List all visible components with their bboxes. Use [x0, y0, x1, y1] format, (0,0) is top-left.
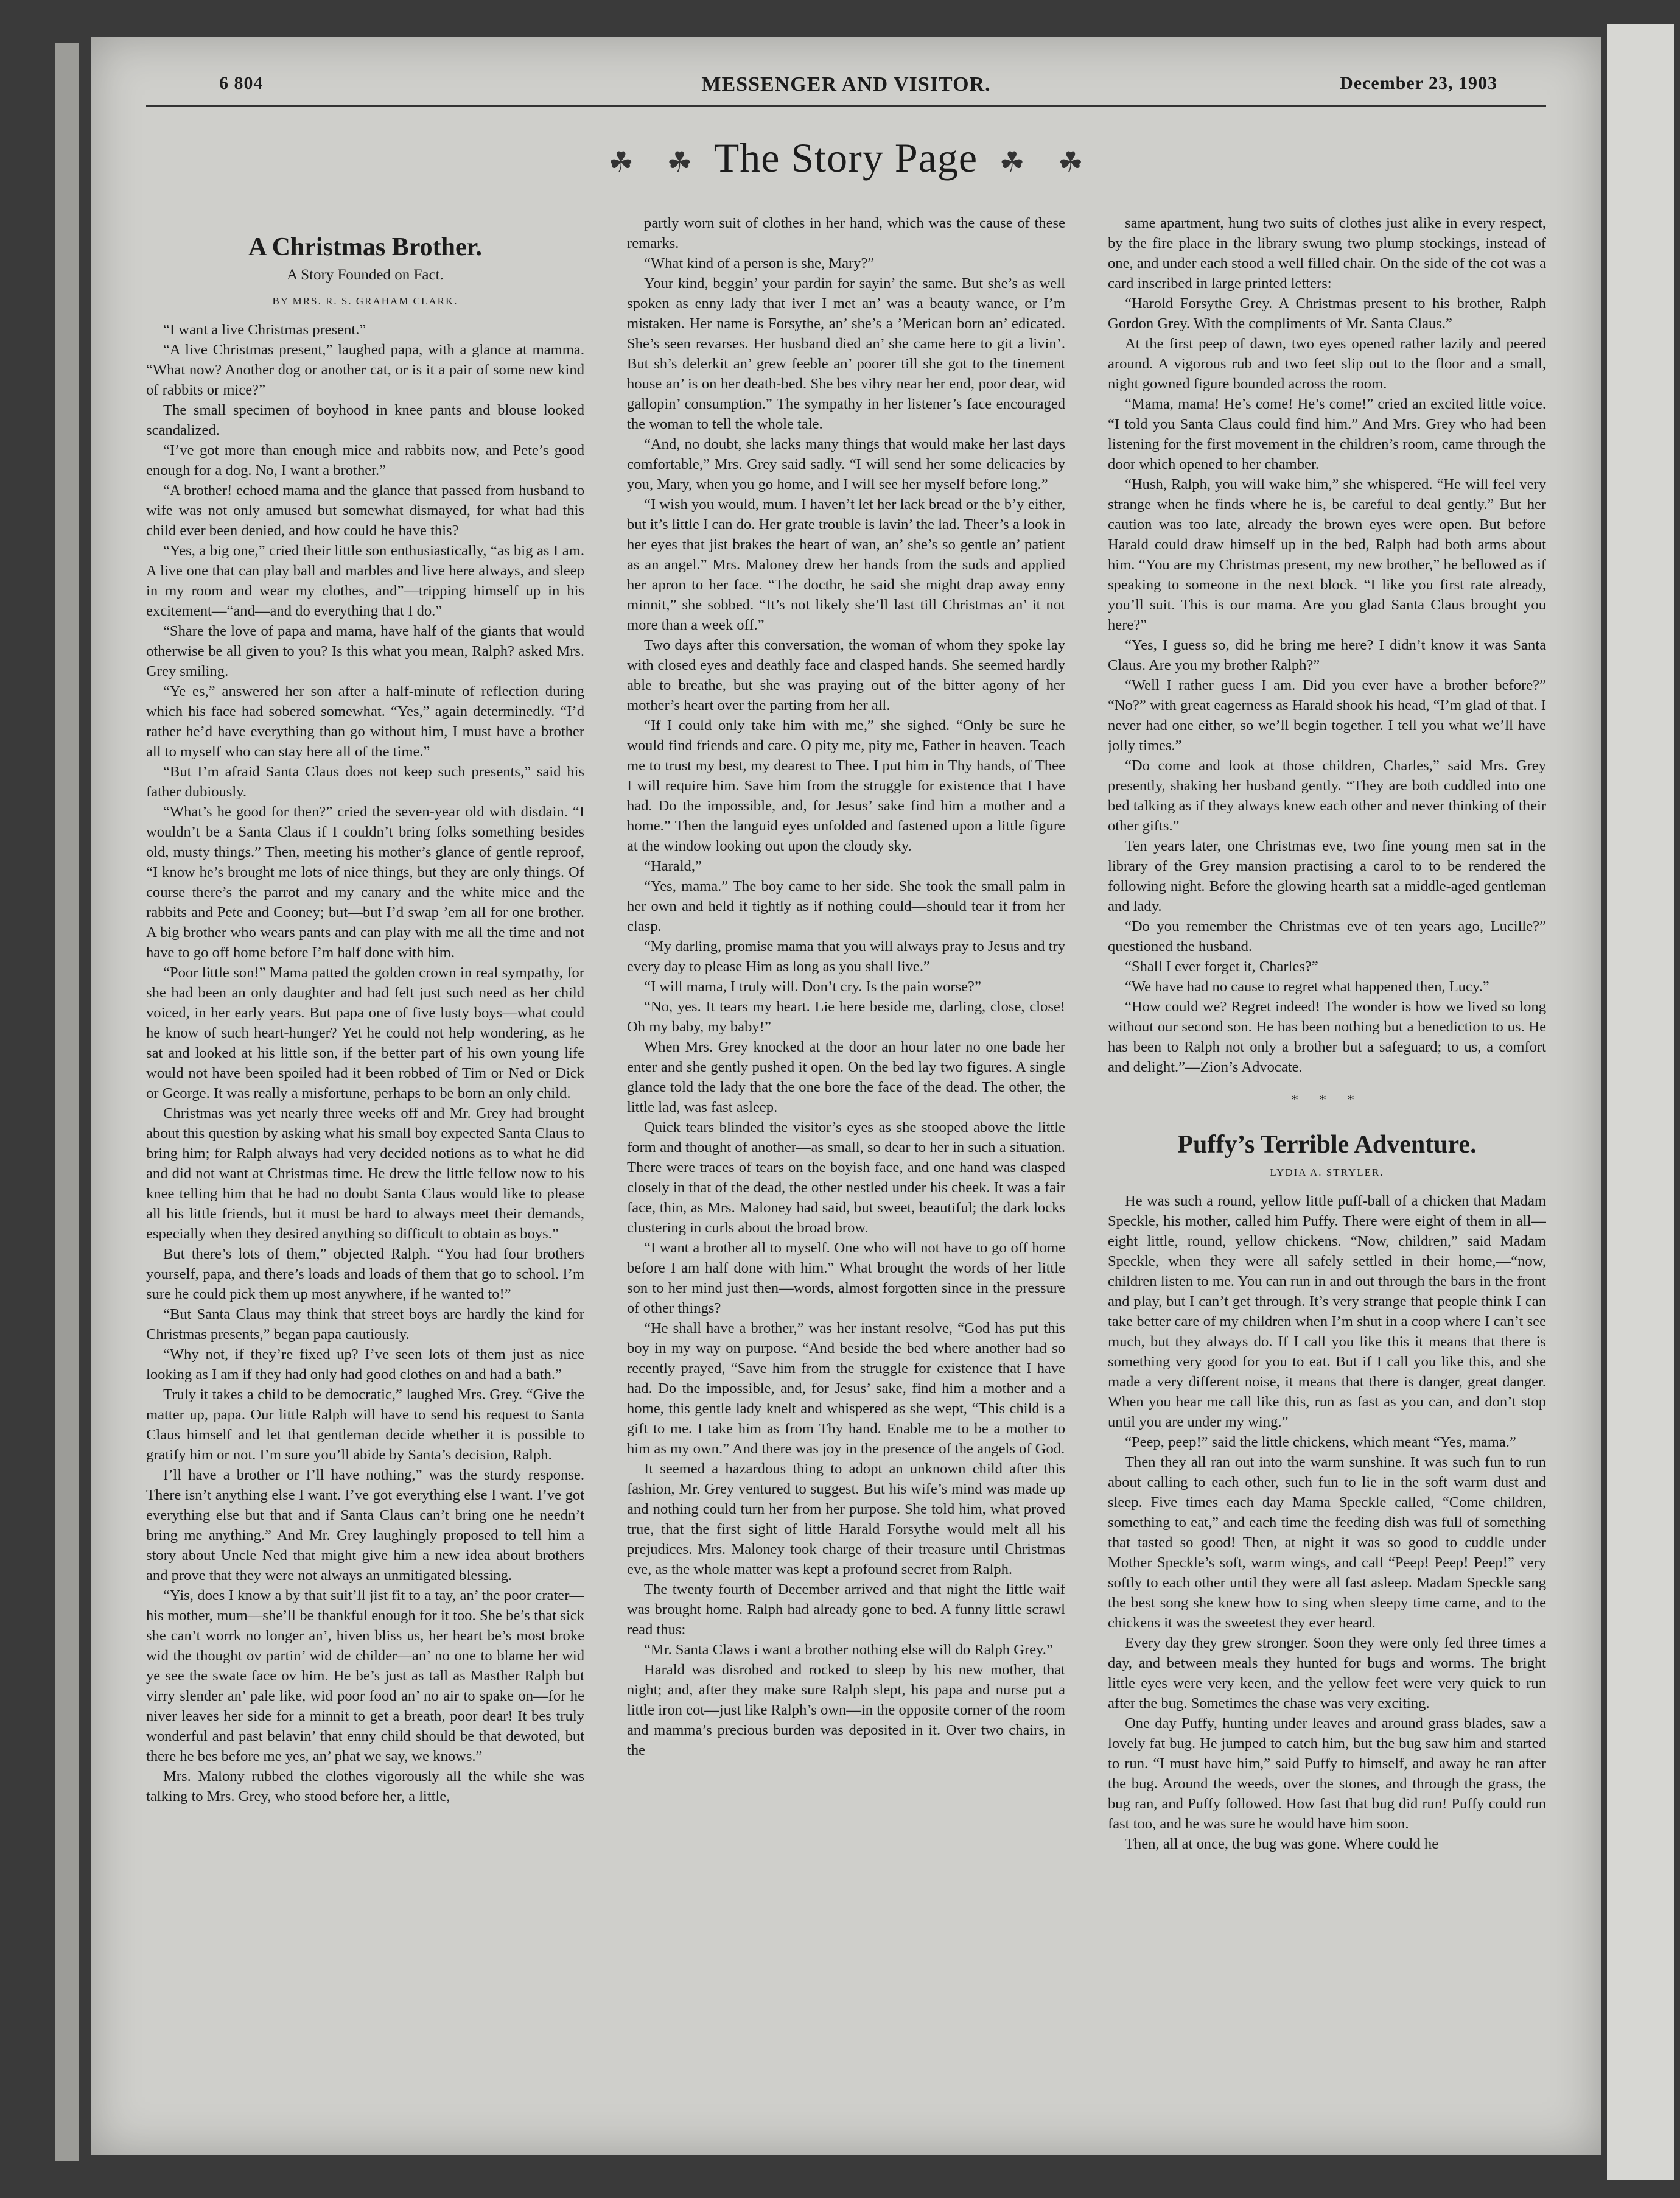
paragraph: “What’s he good for then?” cried the seven-year old with disdain. “I wouldn’t be a Santa Claus if I couldn’t bring folks something besides old, musty things.” Then, meeting his mother’s glance of gentle reproof, “I know he’s brought me lots of nice things, but they are only things. Of course there’s the parrot and my canary and the white mice and the rabbits and Pete and Cooney; but—but I’d swap ’em all for one brother. A big brother who wears pants and can play with me all the time and not have to go off home before I’m half done with him. [146, 804, 584, 961]
paragraph: Your kind, beggin’ your pardin for sayin’ the same. But she’s as well spoken as enny lady that iver I met an’ was a beauty wance, or I’m mistaken. Her name is Forsythe, an’ she’s a ’Merican born an’ edicated. She’s seen revarses. Her husband died an’ she came here to git a livin’. But sh’s delerkit an’ grew feeble an’ poorer till she got to the tinement house an’ is on her death-bed. She bes vihry near her end, poor dear, wid gallopin’ consumption.” The sympathy in her listener’s face encouraged the woman to tell the whole tale. [627, 275, 1065, 432]
paragraph: He was such a round, yellow little puff-ball of a chicken that Madam Speckle, his mother, called him Puffy. There were eight of them in all—eight little, round, yellow chickens. “Now, children,” said Madam Speckle, when they were all safely settled in their home,—“now, children listen to me. You can run in and out through the bars in the front and play, but I can’t get through. It’s very strange that people think I can take better care of my children when I’m shut in a coop where I can’t see much, but they always do. If I call you like this it means that there is something very good for you to eat. But if I call you like this, and she made a very different noise, it means that there is danger, great danger. When you hear me call like this, run as fast as you can, and don’t stop until you are under my wing.” [1108, 1193, 1546, 1430]
paragraph: “Yes, a big one,” cried their little son enthusiastically, “as big as I am. A live one that can play ball and marbles and live here always, and sleep in my room and wear my clothes, and”—tripping himself up in his excitement—“and—and do everything that I do.” [146, 542, 584, 619]
paragraph: “Yes, I guess so, did he bring me here? I didn’t know it was Santa Claus. Are you my brother Ralph?” [1108, 637, 1546, 673]
paragraph: “I will mama, I truly will. Don’t cry. Is the pain worse?” [644, 978, 981, 995]
paragraph: “My darling, promise mama that you will always pray to Jesus and try every day to please Him as long as you shall live.” [627, 938, 1065, 975]
section-divider: * * * [1291, 1092, 1363, 1108]
paragraph: “Hush, Ralph, you will wake him,” she whispered. “He will feel very strange when he finds where he is, be careful to deal gently.” But her caution was too late, already the brown eyes were open. But before Harald could draw himself up in the bed, Ralph had both arms about him. “You are my Christmas present, my new brother,” he bellowed as if speaking to someone in the next block. “I like you first rate already, you’ll suit. This is our mama. Are you glad Santa Claus brought you here?” [1108, 476, 1546, 633]
paragraph: “Poor little son!” Mama patted the golden crown in real sympathy, for she had been an only daughter and had felt just such need as her child voiced, in her early years. But papa one of five lusty boys—what could he know of such heart-hunger? Yet he could not help wondering, as he sat and looked at his little son, if the better part of his own young life would not have been spoiled had it been robbed of Tim or Ned or Dick or George. It was really a misfortune, perhaps to be born an only child. [146, 964, 584, 1101]
paragraph: “Harold Forsythe Grey. A Christmas present to his brother, Ralph Gordon Grey. With the compliments of Mr. Santa Claus.” [1108, 295, 1546, 332]
paragraph: But there’s lots of them,” objected Ralph. “You had four brothers yourself, papa, and there’s loads and loads of them that go to school. I’m sure he could pick them up most anywhere, if he wanted to!” [146, 1246, 584, 1302]
next-page-edge [1607, 24, 1674, 2180]
paragraph: Mrs. Malony rubbed the clothes vigorously all the while she was talking to Mrs. Grey, who stood before her, a little, [146, 1768, 584, 1805]
paragraph: Truly it takes a child to be democratic,” laughed Mrs. Grey. “Give the matter up, papa. Our little Ralph will have to send his request to Santa Claus himself and let that gentleman decide whether it is possible to gratify him or not. I’m sure you’ll abide by Santa’s decision, Ralph. [146, 1386, 584, 1463]
paragraph: “What kind of a person is she, Mary?” [644, 255, 875, 272]
paragraph: “Why not, if they’re fixed up? I’ve seen lots of them just as nice looking as I am if they had only had good clothes on and had a bath.” [146, 1346, 584, 1383]
paragraph: “Yis, does I know a by that suit’ll jist fit to a tay, an’ the poor crater—his mother, mum—she’ll be thankful enough for it too. She be’s that sick she can’t worrk no longer an’, hiven bliss us, her heart be’s most broke wid the thought ov partin’ wid de childer—an’ no one to blame her wid ye see the swate face ov him. He be’s just as tall as Masther Ralph but virry slender an’ pale like, wid poor food an’ no air to spake on—for he niver leaves her side for a minnit to get a breath, poor dear! It bes truly wonderful and past belavin’ that enny child should be that dewoted, but there he bes before me yes, an’ phat we say, we knows.” [146, 1587, 584, 1764]
adjacent-page-edge [55, 43, 79, 2161]
newspaper-page [91, 37, 1601, 2155]
paragraph: “Mama, mama! He’s come! He’s come!” cried an excited little voice. “I told you Santa Claus could find him.” And Mrs. Grey who had been listening for the first movement in the children’s room, came through the door which opened to her chamber. [1108, 396, 1546, 472]
paragraph: “I wish you would, mum. I haven’t let her lack bread or the b’y either, but it’s little I can do. Her grate trouble is lavin’ the lad. Theer’s a look in her eyes that jist brakes the heart of wan, an’ she’s so gentle an’ patient as an angel.” Mrs. Maloney drew her hands from the suds and applied her apron to her face. “The docthr, he said she might drap away enny minnit,” she sobbed. “It’s not likely she’ll last till Christmas an’ it not more than a week off.” [627, 496, 1065, 633]
column-1 [146, 213, 584, 2113]
column-2 [627, 213, 1065, 2113]
leaf-ornament-icon: ☘ [608, 147, 634, 178]
paragraph: Ten years later, one Christmas eve, two fine young men sat in the library of the Grey mansion practising a carol to to be rendered the following night. Before the glowing hearth sat a middle-aged gentleman and lady. [1108, 838, 1546, 915]
paragraph: “Peep, peep!” said the little chickens, which meant “Yes, mama.” [1125, 1434, 1516, 1450]
paragraph: “Shall I ever forget it, Charles?” [1125, 958, 1318, 975]
masthead-rule [146, 105, 1546, 107]
paragraph: partly worn suit of clothes in her hand, which was the cause of these remarks. [627, 215, 1065, 251]
paragraph: “But I’m afraid Santa Claus does not keep such presents,” said his father dubiously. [146, 764, 584, 800]
paragraph: “Harald,” [644, 858, 702, 874]
paragraph: It seemed a hazardous thing to adopt an unknown child after this fashion, Mr. Grey ventured to suggest. But his wife’s mind was made up and nothing could turn her from her purpose. She told him, what proved true, that the first sight of little Harald Forsythe would melt all his prejudices. Mrs. Maloney took charge of their treasure until Christmas eve, as the whole matter was kept a profound secret from Ralph. [627, 1461, 1065, 1578]
paragraph: “Yes, mama.” The boy came to her side. She took the small palm in her own and held it tightly as if nothing could—should tear it from her clasp. [627, 878, 1065, 935]
story-subtitle: A Story Founded on Fact. [287, 267, 444, 283]
paragraph: One day Puffy, hunting under leaves and around grass blades, saw a lovely fat bug. He jumped to catch him, but the bug saw him and started to run. “I must have him,” said Puffy to himself, and away he ran after the bug. Around the weeds, over the stones, and through the grass, the bug ran, and Puffy followed. How fast that bug did run! Puffy could run fast too, and he was sure he would have him soon. [1108, 1715, 1546, 1832]
newspaper-title: MESSENGER AND VISITOR. [701, 73, 991, 96]
paragraph: “I’ve got more than enough mice and rabbits now, and Pete’s good enough for a dog. No, I want a brother.” [146, 442, 584, 479]
paragraph: “But Santa Claus may think that street boys are hardly the kind for Christmas presents,” began papa cautiously. [146, 1306, 584, 1343]
paragraph: At the first peep of dawn, two eyes opened rather lazily and peered around. A vigorous rub and two feet slip out to the floor and a small, night gowned figure bounded across the room. [1108, 335, 1546, 392]
leaf-ornament-icon: ☘ [1058, 147, 1084, 178]
paragraph: Quick tears blinded the visitor’s eyes as she stooped above the little form and thought of another—as small, so dear to her in such a situation. There were traces of tears on the boyish face, and one hand was clasped closely in that of the dead, the other nestled under his cheek. It was a fair face, thin, as Mrs. Maloney had said, but sweet, beautiful; the dark locks clustering in curls about the broad brow. [627, 1119, 1065, 1236]
paragraph: Christmas was yet nearly three weeks off and Mr. Grey had brought about this question by asking what his small boy expected Santa Claus to bring him; for Ralph always had very decided notions as to what he did and did not want at Christmas time. He drew the little fellow now to his knee telling him that he had no doubt Santa Claus would like to please all his little friends, but it must be hard to always meet their demands, especially when they desired anything so difficult to obtain as boys.” [146, 1105, 584, 1242]
issue-date: December 23, 1903 [1340, 73, 1497, 93]
story-body [627, 213, 1065, 1760]
paragraph: same apartment, hung two suits of clothes just alike in every respect, by the fire place in the library swung two plump stockings, instead of one, and under each stood a well filled chair. On the side of the cot was a card inscribed in large printed letters: [1108, 215, 1546, 292]
paragraph: “Do you remember the Christmas eve of ten years ago, Lucille?” questioned the husband. [1108, 918, 1546, 955]
paragraph: “Mr. Santa Claws i want a brother nothing else will do Ralph Grey.” [644, 1641, 1053, 1658]
paragraph: “Share the love of papa and mama, have half of the giants that would otherwise be all given to you? Is this what you mean, Ralph? asked Mrs. Grey smiling. [146, 623, 584, 679]
leaf-ornament-icon: ☘ [999, 147, 1026, 178]
story-title: Puffy’s Terrible Adventure. [1177, 1131, 1477, 1159]
story-byline: LYDIA A. STRYLER. [1270, 1167, 1384, 1178]
section-title: The Story Page [713, 135, 978, 181]
page-number: 6 804 [219, 73, 264, 93]
paragraph: “A live Christmas present,” laughed papa, with a glance at mamma. “What now? Another dog or another cat, or is it a pair of some new kind of rabbits or mice?” [146, 342, 584, 398]
paragraph: I’ll have a brother or I’ll have nothing,” was the sturdy response. There isn’t anything else I want. I’ve got everything else I want. I’ve got everything else but that and if Santa Claus can’t bring one he needn’t bring me anything.” And Mr. Grey laughingly proposed to tell him a story about Uncle Ned that might give him a new idea about brothers and prove that they were not always an unmitigated blessing. [146, 1467, 584, 1584]
paragraph: “If I could only take him with me,” she sighed. “Only be sure he would find friends and care. O pity me, pity me, Father in heaven. Teach me to trust my best, my dearest to Thee. I put him in Thy hands, of Thee I will require him. Save him from the struggle for existence that I have had. Do the impossible, and, for Jesus’ sake find him a mother and a home.” Then the languid eyes unfolded and fastened upon a little figure at the window looking out upon the cloudy sky. [627, 717, 1065, 854]
paragraph: “No, yes. It tears my heart. Lie here beside me, darling, close, close! Oh my baby, my baby!” [627, 999, 1065, 1035]
paragraph: “A brother! echoed mama and the glance that passed from husband to wife was not only amused but somewhat dismayed, for what had this child ever been denied, and how could he have this? [146, 482, 584, 539]
paragraph: “How could we? Regret indeed! The wonder is how we lived so long without our second son. He has been nothing but a benediction to us. He has been to Ralph not only a brother but a safeguard; to us, a comfort and delight.”—Zion’s Advocate. [1108, 999, 1546, 1075]
paragraph: Then they all ran out into the warm sunshine. It was such fun to run about calling to each other, such fun to lie in the soft warm dust and sleep. Five times each day Mama Speckle called, “Come children, something to eat,” and each time the feeding dish was full of something that tasted so good! Then, at night it was so good to cuddle under Mother Speckle’s soft, warm wings, and call “Peep! Peep! Peep!” very softly to each other until they were all fast asleep. Madam Speckle sang the best song she knew how to sing when sleepy time came, and to the chickens it was the sweetest they ever heard. [1108, 1454, 1546, 1631]
story-body [1108, 213, 1546, 1077]
story-body [1108, 1191, 1546, 1854]
paragraph: Every day they grew stronger. Soon they were only fed three times a day, and between meals they hunted for bugs and worms. The bright little eyes were very keen, and the yellow feet were very quick to run after the bug. Sometimes the chase was very exciting. [1108, 1635, 1546, 1712]
story-byline: BY MRS. R. S. GRAHAM CLARK. [272, 295, 458, 307]
paragraph: “And, no doubt, she lacks many things that would make her last days comfortable,” Mrs. Grey said sadly. “I will send her some delicacies by you, Mary, when you go home, and I will see her myself before long.” [627, 436, 1065, 493]
column-3 [1108, 213, 1546, 2113]
story-body [146, 320, 584, 1807]
paragraph: “Ye es,” answered her son after a half-minute of reflection during which his face had sobered somewhat. “Yes,” again determinedly. “I’d rather he’d have everything than go without him, I must have a brother all to myself who can stay here all of the time.” [146, 683, 584, 760]
paragraph: Then, all at once, the bug was gone. Where could he [1125, 1836, 1439, 1852]
paragraph: “He shall have a brother,” was her instant resolve, “God has put this boy in my way on purpose. “And beside the bed where another had so recently prayed, “Save him from the struggle for existence that I have had. Do the impossible, and, for Jesus’ sake, find him a mother and a home, this gentle lady knelt and whispered as she wept, “This child is a gift to me. I take him as from Thy hand. Enable me to be a mother to him as my own.” And there was joy in the presence of the angels of God. [627, 1320, 1065, 1457]
paragraph: The twenty fourth of December arrived and that night the little waif was brought home. Ralph had already gone to bed. A funny little scrawl read thus: [627, 1581, 1065, 1638]
paragraph: “Well I rather guess I am. Did you ever have a brother before?” “No?” with great eagerness as Harald shook his head, “I’m glad of that. I never had one either, so we’ll begin together. I tell you what we’ll have jolly times.” [1108, 677, 1546, 754]
paragraph: “Do come and look at those children, Charles,” said Mrs. Grey presently, shaking her husband gently. “They are both cuddled into one bed talking as if they always knew each other and never thinking of their other gifts.” [1108, 757, 1546, 834]
paragraph: When Mrs. Grey knocked at the door an hour later no one bade her enter and she gently pushed it open. On the bed lay two figures. A single glance told the lady that the one bore the face of the dead. The other, the little lad, was fast asleep. [627, 1039, 1065, 1115]
paragraph: Two days after this conversation, the woman of whom they spoke lay with closed eyes and deathly face and clasped hands. She seemed hardly able to breathe, but she was praying out of the bitter agony of her mother’s heart over the parting from her all. [627, 637, 1065, 714]
paragraph: The small specimen of boyhood in knee pants and blouse looked scandalized. [146, 402, 584, 438]
paragraph: “I want a live Christmas present.” [163, 321, 366, 338]
story-title: A Christmas Brother. [248, 233, 482, 261]
leaf-ornament-icon: ☘ [667, 147, 693, 178]
paragraph: “I want a brother all to myself. One who will not have to go off home before I am half done with him.” What brought the words of her little son to her mind just then—words, almost forgotten since in the pressure of other things? [627, 1240, 1065, 1316]
paragraph: Harald was disrobed and rocked to sleep by his new mother, that night; and, after they make sure Ralph slept, his papa and nurse put a little iron cot—just like Ralph’s own—in the opposite corner of the room and mamma’s precious burden was deposited in it. Over two chairs, in the [627, 1662, 1065, 1758]
section-heading [91, 134, 1601, 182]
paragraph: “We have had no cause to regret what happened then, Lucy.” [1125, 978, 1489, 995]
